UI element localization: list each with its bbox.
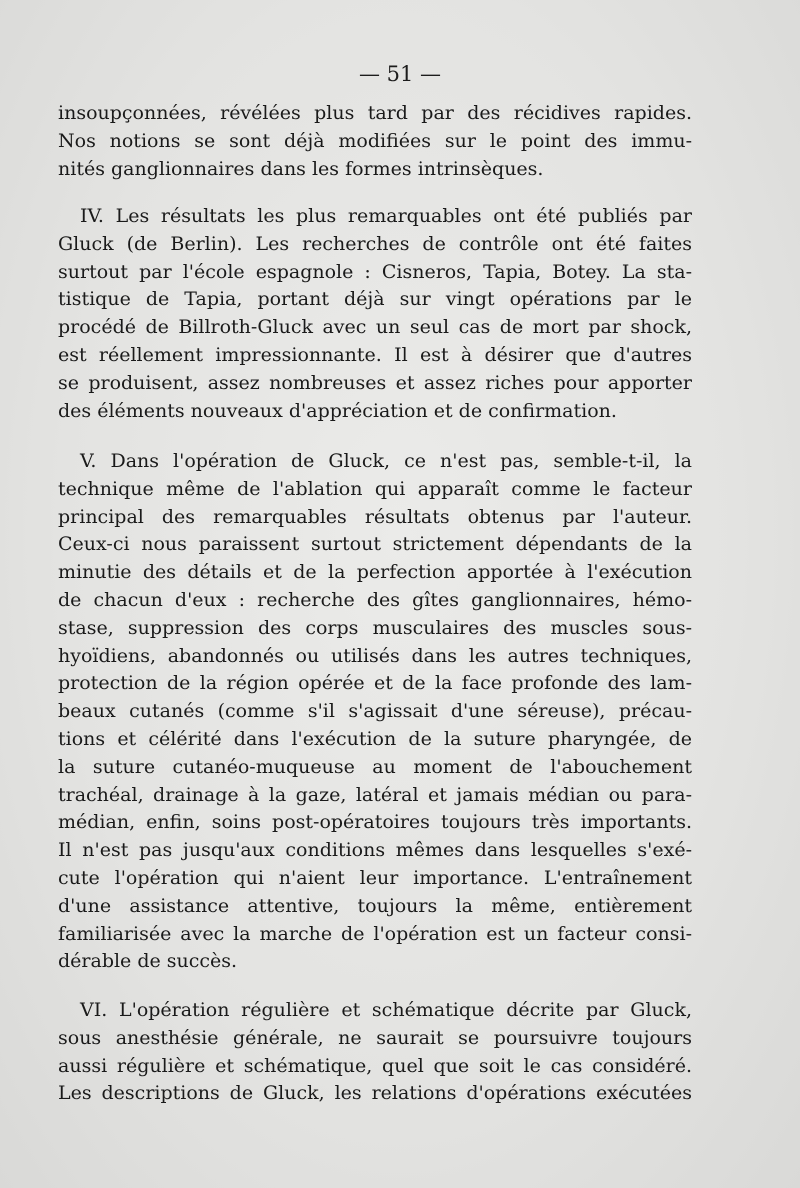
text-line: aussi régulière et schématique, quel que soit le cas considéré. — [58, 1054, 692, 1077]
text-line: Il n'est pas jusqu'aux conditions mêmes dans lesquelles s'exé- — [58, 839, 692, 862]
text-line: surtout par l'école espagnole : Cisneros, Tapia, Botey. La sta- — [58, 260, 692, 283]
text-line: de chacun d'eux : recherche des gîtes ganglionnaires, hémo- — [58, 588, 692, 611]
text-line: Nos notions se sont déjà modifiées sur le point des immu- — [58, 129, 692, 152]
text-line: se produisent, assez nombreuses et assez riches pour apporter — [58, 371, 692, 394]
text-line: V. Dans l'opération de Gluck, ce n'est pas, semble-t-il, la — [80, 450, 692, 472]
text-line: Les descriptions de Gluck, les relations d'opérations exécutées — [58, 1082, 692, 1105]
text-line: insoupçonnées, révélées plus tard par des récidives rapides. — [58, 102, 692, 124]
text-line: la suture cutanéo-muqueuse au moment de l'abouchement — [58, 755, 692, 778]
paragraph-v — [58, 448, 692, 976]
text-line: protection de la région opérée et de la face profonde des lam- — [58, 672, 692, 695]
text-line: dérable de succès. — [58, 950, 238, 973]
text-line: cute l'opération qui n'aient leur importance. L'entraînement — [58, 866, 692, 889]
paragraph-vi — [58, 997, 692, 1108]
text-line: tions et célérité dans l'exécution de la suture pharyngée, de — [58, 727, 692, 750]
text-line: stase, suppression des corps musculaires des muscles sous- — [58, 616, 692, 639]
text-line: beaux cutanés (comme s'il s'agissait d'une séreuse), précau- — [58, 700, 692, 723]
text-line: Gluck (de Berlin). Les recherches de contrôle ont été faites — [58, 232, 692, 255]
text-line: familiarisée avec la marche de l'opération est un facteur consi- — [58, 922, 692, 945]
paragraph-iv — [58, 203, 692, 425]
text-line: procédé de Billroth-Gluck avec un seul cas de mort par shock, — [58, 316, 692, 339]
text-line: médian, enfin, soins post-opératoires toujours très importants. — [58, 811, 692, 834]
text-line: trachéal, drainage à la gaze, latéral et jamais médian ou para- — [58, 783, 692, 806]
text-line: nités ganglionnaires dans les formes intrinsèques. — [58, 157, 544, 180]
text-line: IV. Les résultats les plus remarquables ont été publiés par — [80, 205, 692, 227]
text-line: sous anesthésie générale, ne saurait se poursuivre toujours — [58, 1026, 692, 1049]
text-line: hyoïdiens, abandonnés ou utilisés dans les autres techniques, — [58, 644, 692, 667]
text-line: VI. L'opération régulière et schématique décrite par Gluck, — [80, 999, 692, 1021]
text-line: minutie des détails et de la perfection apportée à l'exécution — [58, 561, 692, 584]
text-line: Ceux-ci nous paraissent surtout strictement dépendants de la — [58, 533, 692, 556]
text-line: principal des remarquables résultats obtenus par l'auteur. — [58, 505, 692, 528]
text-line: d'une assistance attentive, toujours la même, entièrement — [58, 894, 692, 917]
text-line: tistique de Tapia, portant déjà sur vingt opérations par le — [58, 288, 692, 311]
page-number: — 51 — — [358, 62, 442, 86]
text-line: des éléments nouveaux d'appréciation et de confirmation. — [58, 399, 617, 422]
text-line: est réellement impressionnante. Il est à désirer que d'autres — [58, 343, 692, 366]
text-line: technique même de l'ablation qui apparaît comme le facteur — [58, 477, 692, 500]
paragraph-1 — [58, 100, 692, 183]
